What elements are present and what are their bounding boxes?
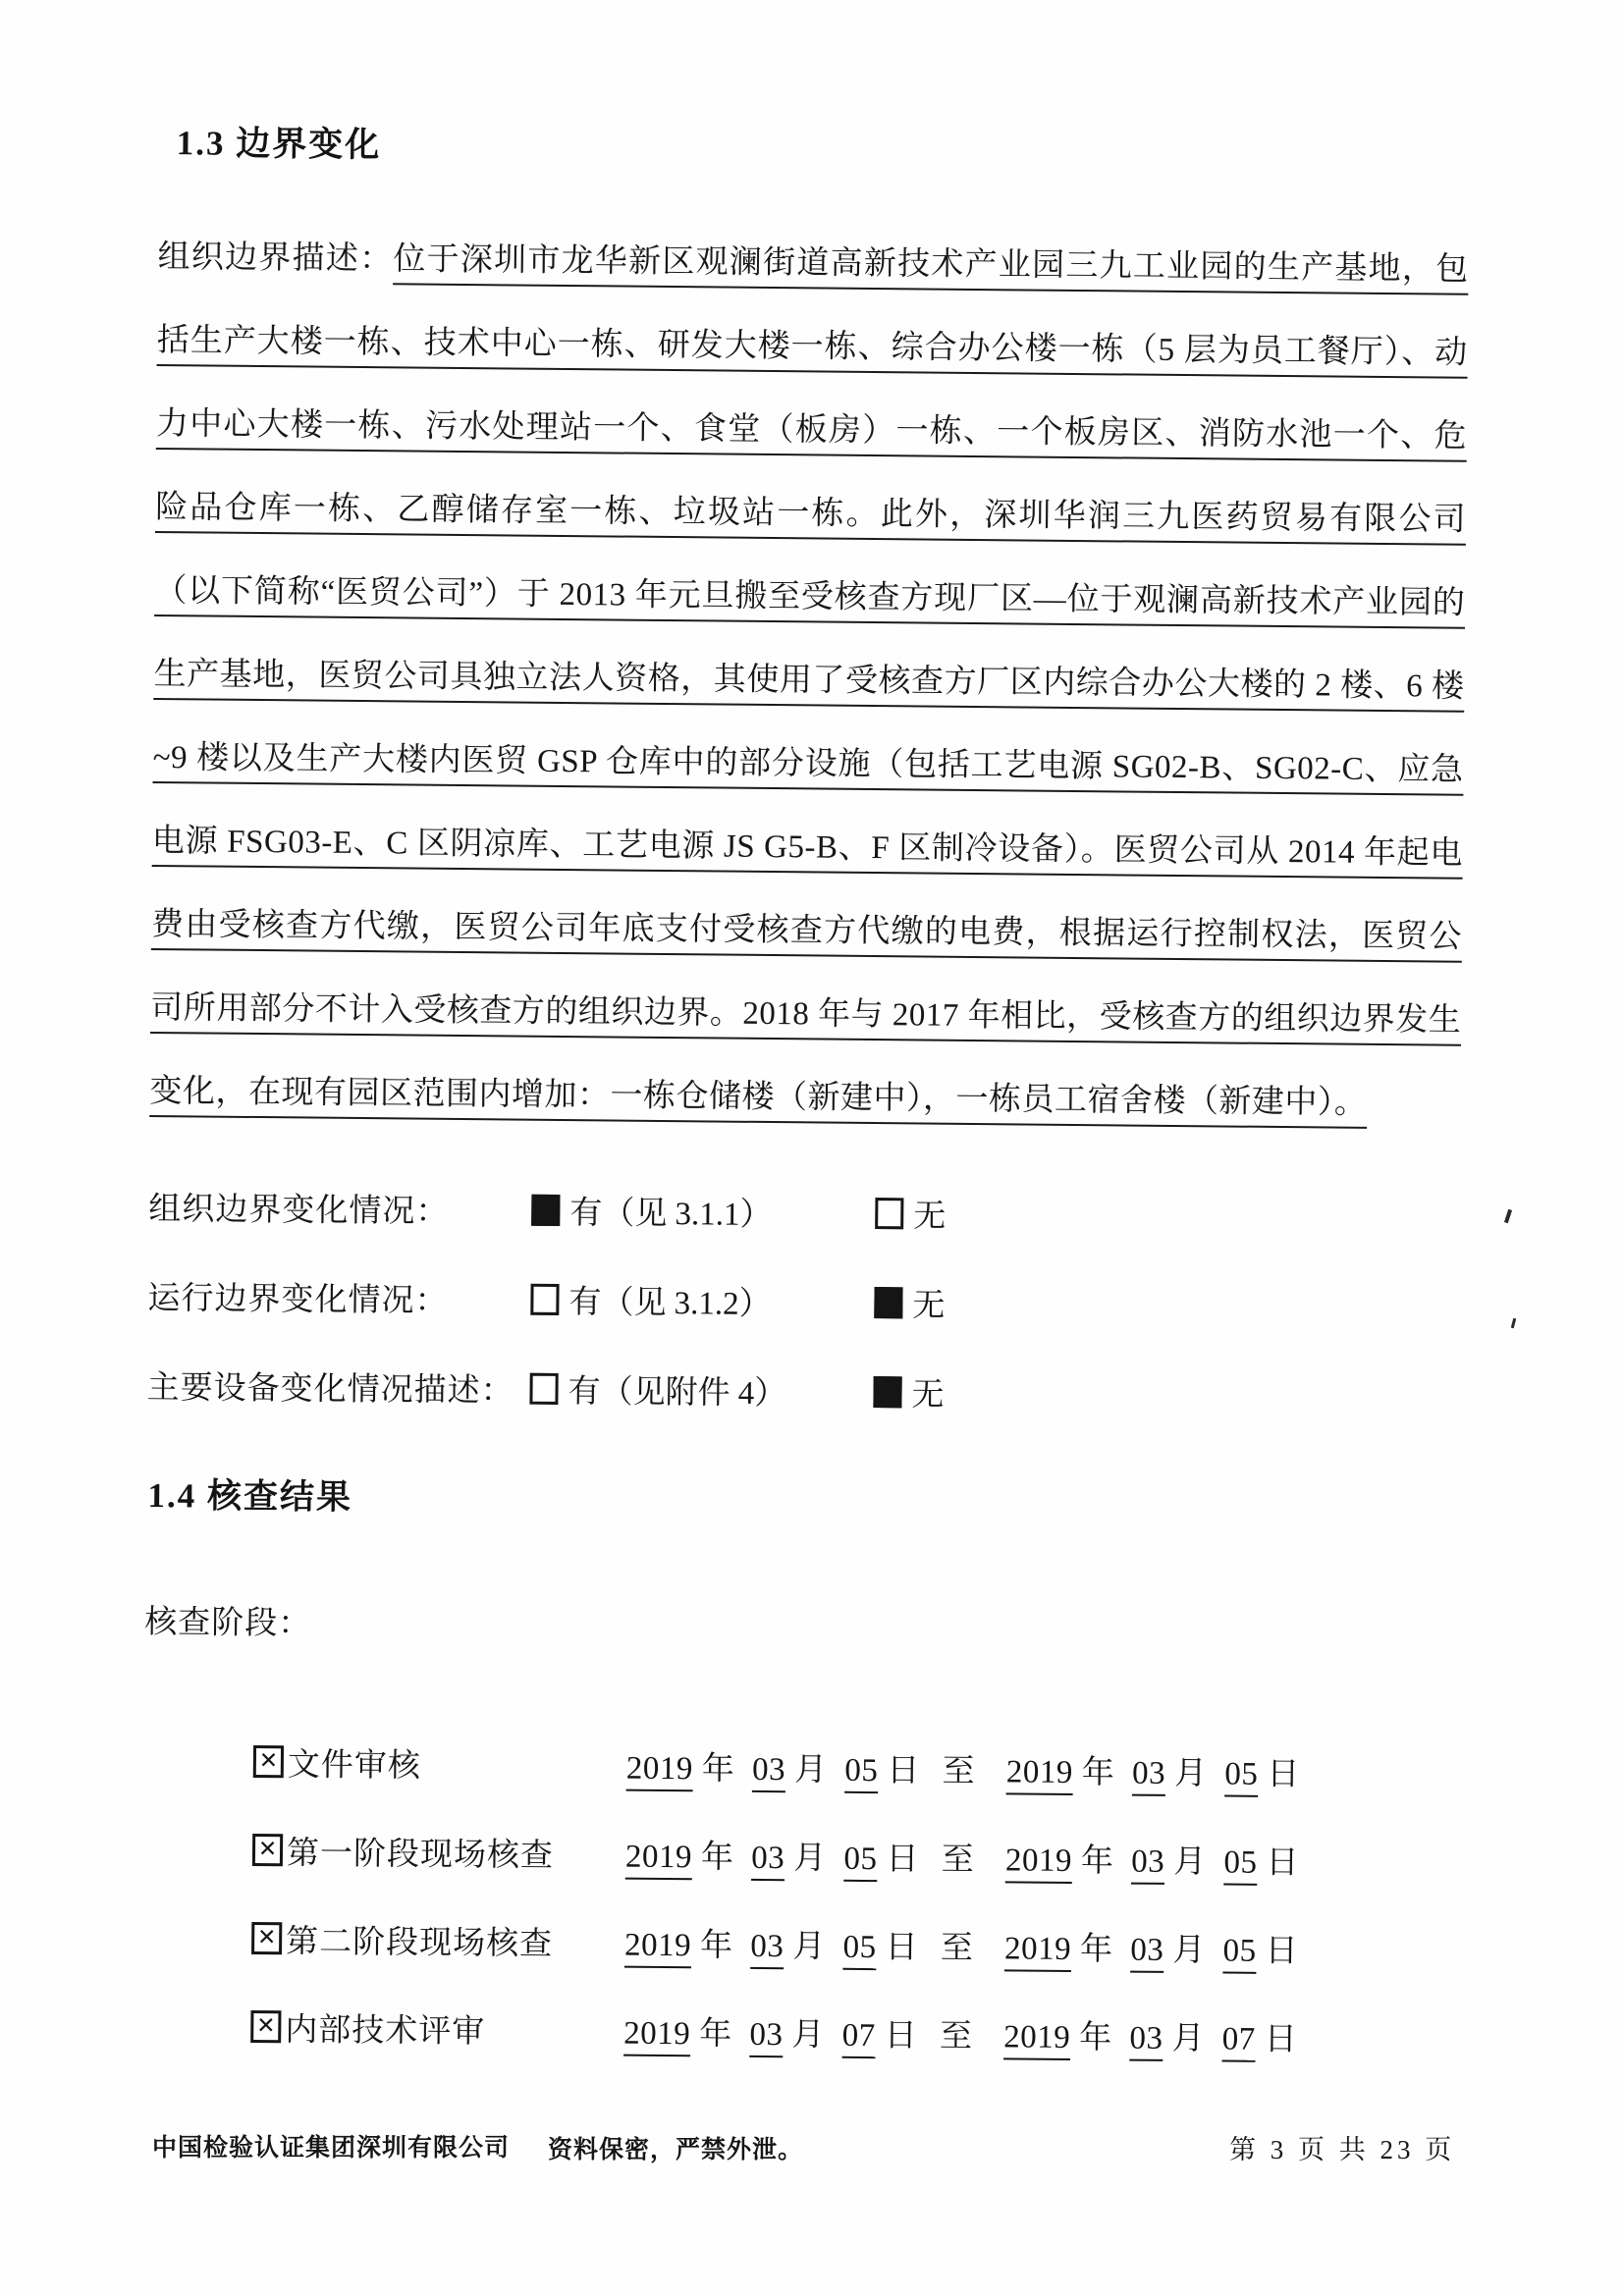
date-value: 2019 bbox=[1003, 2018, 1071, 2056]
date-unit: 年 bbox=[701, 1750, 735, 1788]
change-row-label: 主要设备变化情况描述： bbox=[146, 1369, 514, 1410]
stage-row-first-onsite bbox=[252, 1805, 1454, 1905]
date-value: 2019 bbox=[624, 1839, 693, 1875]
date-unit: 月 bbox=[793, 1840, 827, 1877]
option-yes-label: 有（见 3.1.1） bbox=[569, 1196, 773, 1234]
checkbox-yes[interactable] bbox=[531, 1194, 560, 1225]
date-range-separator: 至 bbox=[939, 2018, 973, 2055]
footer-company-name: 中国检验认证集团深圳有限公司 bbox=[152, 2135, 511, 2162]
stage-label: 第一阶段现场核查 bbox=[286, 1835, 555, 1874]
x-mark-icon: ✕ bbox=[256, 1924, 277, 1950]
date-value: 2019 bbox=[1003, 1930, 1072, 1967]
date-range-separator: 至 bbox=[940, 1930, 974, 1966]
x-mark-icon: ✕ bbox=[258, 1747, 279, 1774]
date-value: 03 bbox=[750, 1928, 784, 1964]
date-unit: 日 bbox=[1264, 2021, 1298, 2057]
option-yes-label: 有（见 3.1.2） bbox=[568, 1285, 772, 1323]
stage-label: 文件审核 bbox=[287, 1746, 422, 1785]
option-yes bbox=[529, 1365, 873, 1415]
option-yes bbox=[530, 1276, 874, 1325]
checkbox-yes[interactable] bbox=[529, 1372, 558, 1404]
footer-confidential-notice: 资料保密，严禁外泄。 bbox=[548, 2137, 804, 2163]
date-value: 05 bbox=[842, 1929, 877, 1965]
date-value: 07 bbox=[841, 2017, 876, 2054]
option-no-label: 无 bbox=[912, 1288, 946, 1324]
checked-checkbox-icon[interactable] bbox=[253, 1744, 284, 1777]
option-no-label: 无 bbox=[913, 1199, 947, 1235]
boundary-description-label: 组织边界描述： bbox=[157, 239, 394, 278]
date-unit: 月 bbox=[1173, 1755, 1208, 1791]
section-heading-1-4: 1.4 核查结果 bbox=[147, 1475, 353, 1517]
option-no bbox=[875, 1190, 946, 1237]
date-value: 03 bbox=[1131, 1755, 1166, 1791]
date-value: 03 bbox=[1129, 2020, 1163, 2056]
checkbox-no[interactable] bbox=[875, 1198, 903, 1229]
option-yes bbox=[531, 1187, 875, 1236]
scan-artifact bbox=[1504, 1209, 1512, 1224]
stage-date-range bbox=[626, 1741, 1300, 1794]
date-unit: 年 bbox=[1079, 1931, 1113, 1967]
date-unit: 年 bbox=[1080, 1842, 1114, 1879]
date-unit: 年 bbox=[1081, 1754, 1115, 1790]
stage-date-range bbox=[625, 1830, 1299, 1883]
stage-label: 第二阶段现场核查 bbox=[285, 1923, 554, 1962]
date-range-separator: 至 bbox=[942, 1753, 976, 1789]
checked-checkbox-icon[interactable] bbox=[252, 1833, 283, 1865]
date-value: 05 bbox=[1224, 1755, 1259, 1792]
organization-boundary-paragraph bbox=[149, 216, 1469, 1147]
change-row-organization-boundary bbox=[148, 1161, 1460, 1263]
stage-date-range bbox=[623, 2006, 1297, 2059]
checkbox-no[interactable] bbox=[874, 1287, 902, 1318]
stage-date-range bbox=[624, 1918, 1298, 1971]
date-unit: 月 bbox=[1173, 1843, 1207, 1880]
date-unit: 月 bbox=[1172, 1932, 1207, 1968]
stage-label: 内部技术评审 bbox=[285, 2011, 486, 2050]
date-unit: 日 bbox=[1267, 1756, 1301, 1792]
change-row-label: 组织边界变化情况： bbox=[148, 1191, 450, 1230]
date-value: 03 bbox=[1131, 1843, 1165, 1880]
change-row-operation-boundary bbox=[147, 1251, 1459, 1353]
date-unit: 年 bbox=[699, 1927, 733, 1964]
option-no bbox=[873, 1368, 944, 1415]
date-unit: 日 bbox=[886, 1841, 920, 1878]
date-value: 03 bbox=[749, 2016, 784, 2053]
change-row-label: 运行边界变化情况： bbox=[147, 1280, 449, 1319]
date-value: 03 bbox=[751, 1840, 785, 1876]
stage-row-internal-review bbox=[250, 1982, 1452, 2082]
x-mark-icon: ✕ bbox=[256, 2012, 276, 2039]
scan-artifact bbox=[1511, 1318, 1516, 1328]
date-unit: 月 bbox=[791, 2016, 826, 2054]
date-unit: 日 bbox=[887, 1752, 921, 1789]
date-unit: 日 bbox=[1265, 1933, 1299, 1969]
date-unit: 日 bbox=[884, 2017, 918, 2055]
date-unit: 年 bbox=[699, 2015, 732, 2053]
document-content bbox=[140, 116, 1470, 2082]
date-value: 03 bbox=[1130, 1932, 1164, 1968]
verification-stages bbox=[250, 1717, 1454, 2082]
footer-page-number: 第 3 页 共 23 页 bbox=[1229, 2135, 1456, 2164]
checkbox-no[interactable] bbox=[873, 1376, 901, 1408]
date-unit: 月 bbox=[792, 1928, 827, 1965]
x-mark-icon: ✕ bbox=[257, 1836, 278, 1862]
boundary-description-text: 位于深圳市龙华新区观澜街道高新技术产业园三九工业园的生产基地，包括生产大楼一栋、技术中心一栋、研发大楼一栋、综合办公楼一栋（5 层为员工餐厅）、动力中心大楼一栋、污水处理站一个、食堂（板房）一栋、一个板房区、消防水池一个、危险品仓库一栋、乙醇储存室一栋、垃圾站一栋。此外，深圳华润三九医药贸易有限公司（以下简称“医贸公司”）于 2013 年元旦搬至受核查方现厂区—位于观澜高新技术产业园的生产基地，医贸公司具独立法人资格，其使用了受核查方厂区内综合办公大楼的 2 楼、6 楼~9 楼以及生产大楼内医贸 GSP 仓库中的部分设施（包括工艺电源 SG02-B、SG02-C、应急电源 FSG03-E、C 区阴凉库、工艺电源 JS G5-B、F 区制冷设备）。医贸公司从 2014 年起电费由受核查方代缴，医贸公司年底支付受核查方代缴的电费，根据运行控制权法，医贸公司所用部分不计入受核查方的组织边界。2018 年与 2017 年相比，受核查方的组织边界发生变化，在现有园区范围内增加：一栋仓储楼（新建中），一栋员工宿舍楼（新建中）。 bbox=[149, 241, 1469, 1121]
date-value: 2019 bbox=[625, 1750, 694, 1787]
date-value: 2019 bbox=[1004, 1842, 1073, 1879]
date-value: 07 bbox=[1221, 2020, 1256, 2057]
checked-checkbox-icon[interactable] bbox=[250, 2009, 281, 2042]
date-value: 05 bbox=[1223, 1843, 1258, 1881]
date-unit: 月 bbox=[1171, 2020, 1206, 2056]
change-row-main-equipment bbox=[146, 1340, 1458, 1442]
date-value: 03 bbox=[751, 1751, 786, 1788]
stage-row-document-review bbox=[252, 1717, 1454, 1817]
checked-checkbox-icon[interactable] bbox=[251, 1921, 282, 1953]
verification-stage-caption: 核查阶段： bbox=[144, 1604, 312, 1642]
option-no-label: 无 bbox=[911, 1377, 945, 1414]
boundary-change-rows bbox=[146, 1161, 1460, 1442]
date-value: 2019 bbox=[623, 2015, 691, 2052]
date-value: 2019 bbox=[623, 1927, 692, 1963]
date-value: 05 bbox=[843, 1841, 878, 1877]
date-unit: 月 bbox=[793, 1751, 828, 1789]
date-unit: 日 bbox=[1266, 1844, 1300, 1881]
stage-row-second-onsite bbox=[251, 1894, 1453, 1994]
section-heading-1-3: 1.3 边界变化 bbox=[176, 124, 382, 165]
date-range-separator: 至 bbox=[941, 1842, 975, 1878]
date-value: 05 bbox=[1222, 1932, 1257, 1969]
checkbox-yes[interactable] bbox=[530, 1283, 559, 1314]
option-no bbox=[874, 1279, 945, 1326]
date-unit: 年 bbox=[700, 1839, 734, 1876]
date-unit: 年 bbox=[1079, 2019, 1112, 2056]
date-value: 05 bbox=[844, 1752, 879, 1789]
date-value: 2019 bbox=[1005, 1753, 1074, 1790]
option-yes-label: 有（见附件 4） bbox=[568, 1374, 787, 1413]
date-unit: 日 bbox=[885, 1929, 919, 1966]
